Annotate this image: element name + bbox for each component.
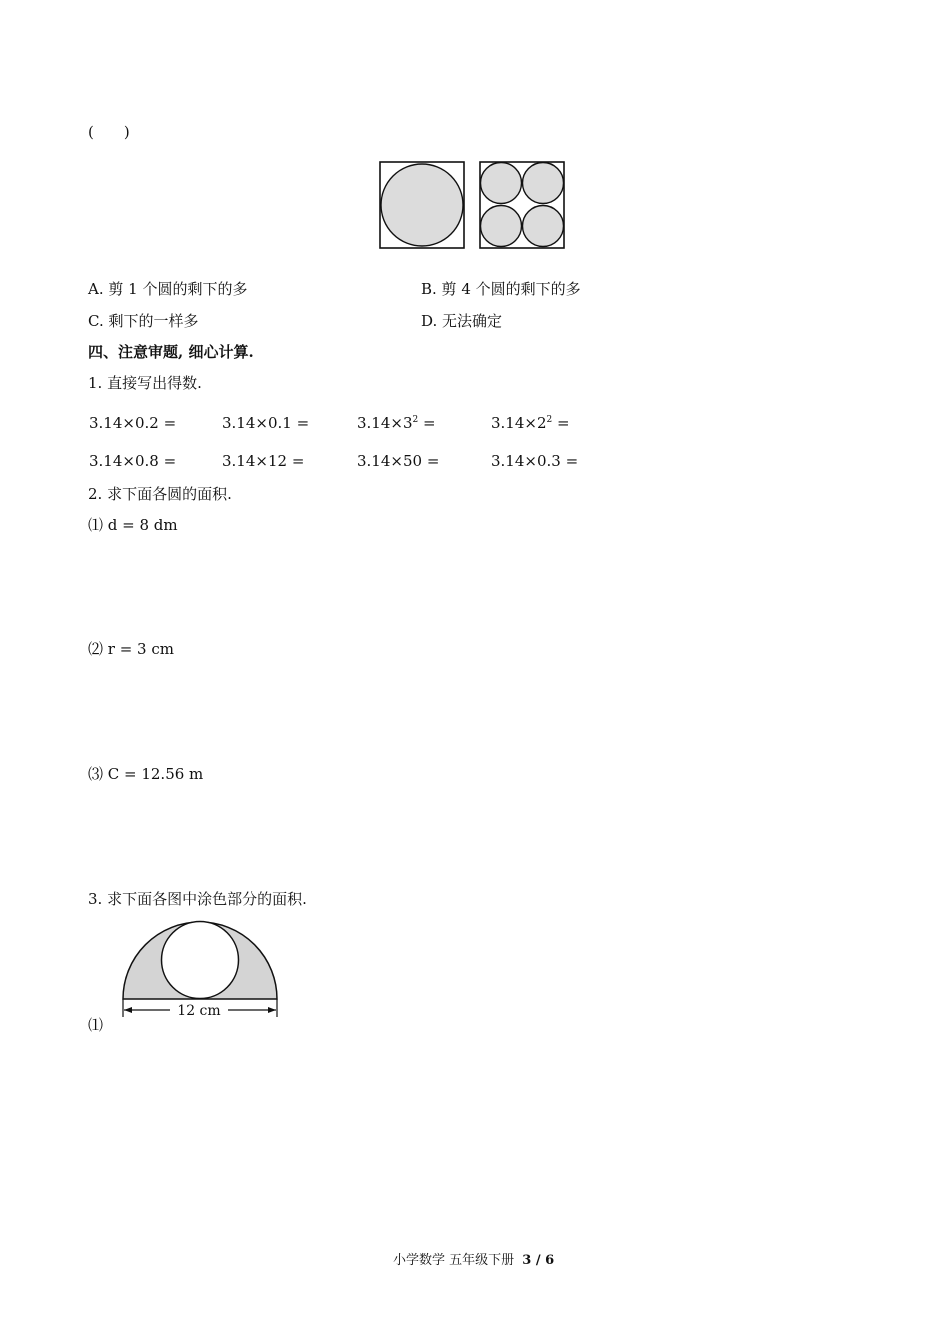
calc-item: 3.14×0.3 = (491, 452, 579, 470)
option-a: A. 剪 1 个圆的剩下的多 (88, 280, 248, 298)
q1-title: 1. 直接写出得数. (88, 374, 202, 392)
footer-text: 小学数学 五年级下册 (393, 1253, 515, 1268)
q2-item-1: ⑴ d = 8 dm (88, 516, 178, 534)
section-heading: 四、注意审题, 细心计算. (88, 343, 254, 361)
arrow-left-icon (124, 1007, 132, 1013)
page-footer (393, 1249, 554, 1268)
small-circle-2 (523, 163, 564, 204)
q2-item-3: ⑶ C = 12.56 m (88, 765, 204, 783)
calc-item: 3.14×0.2 = (89, 414, 177, 432)
calc-item: $3.14\times 3^2$ = (357, 414, 436, 432)
dimension-label: 12 cm (177, 1003, 221, 1019)
semicircle-figure (118, 918, 282, 1020)
small-circle-1 (481, 163, 522, 204)
large-circle (381, 164, 463, 246)
page-number: 3 / 6 (522, 1253, 555, 1268)
option-c: C. 剩下的一样多 (88, 312, 199, 330)
small-circle-4 (523, 206, 564, 247)
option-b: B. 剪 4 个圆的剩下的多 (421, 280, 581, 298)
q3-item-1-label: ⑴ (88, 1016, 104, 1034)
calc-item: 3.14×0.8 = (89, 452, 177, 470)
circle-cut-figure (378, 160, 566, 252)
calc-item: $3.14\times 2^2$ = (491, 414, 570, 432)
arrow-right-icon (268, 1007, 276, 1013)
calc-item: 3.14×0.1 = (222, 414, 310, 432)
q2-item-2: ⑵ r = 3 cm (88, 640, 174, 658)
q3-title: 3. 求下面各图中涂色部分的面积. (88, 890, 307, 908)
calc-item: 3.14×50 = (357, 452, 440, 470)
option-d: D. 无法确定 (421, 312, 503, 330)
small-circle-3 (481, 206, 522, 247)
inner-circle (162, 922, 239, 999)
answer-bracket: ( ) (88, 123, 130, 141)
calc-item: 3.14×12 = (222, 452, 305, 470)
q2-title: 2. 求下面各圆的面积. (88, 485, 232, 503)
